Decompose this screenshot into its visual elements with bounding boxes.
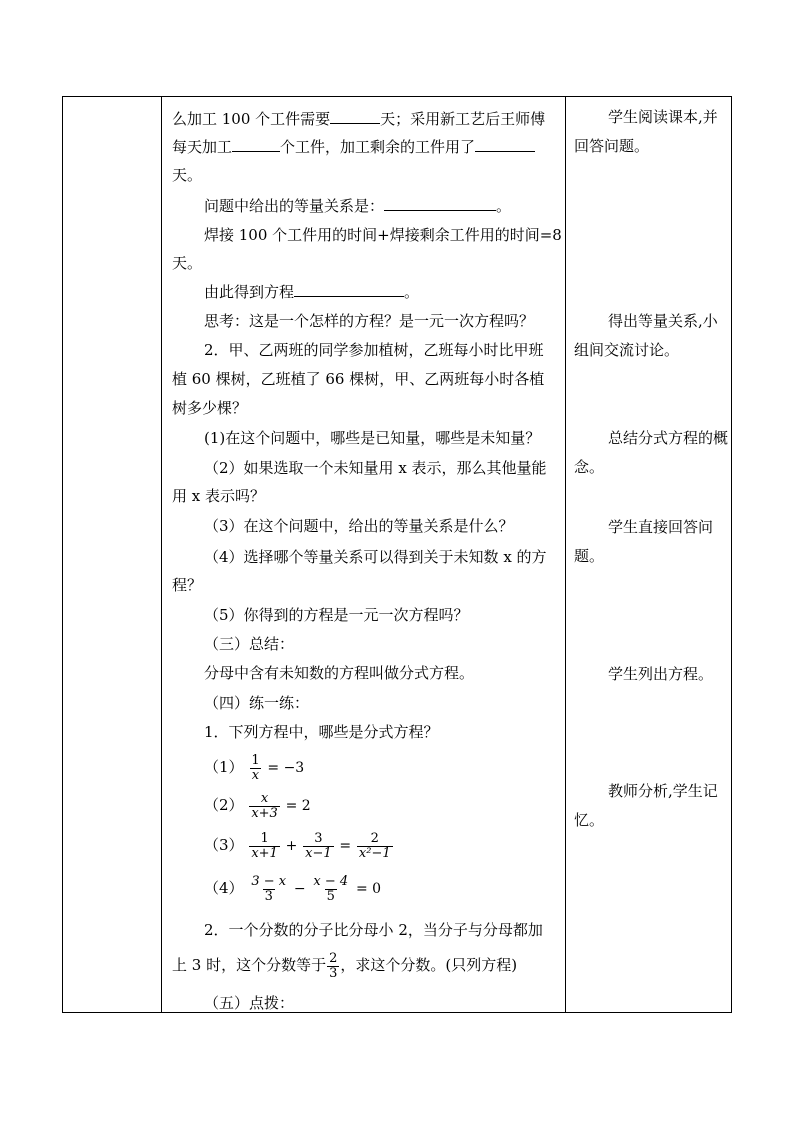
text-line: (1)在这个问题中，哪些是已知量，哪些是未知量？ (204, 429, 541, 447)
activity-note: 得出等量关系,小组间交流讨论。 (574, 312, 718, 359)
text-line: 程？ (172, 576, 203, 594)
text-line: 每天加工 个工件，加工剩余的工件用了 (172, 137, 535, 157)
teaching-content-cell (168, 97, 566, 1012)
activity-note: 教师分析,学生记忆。 (574, 782, 718, 829)
text-line: 用 x 表示吗？ (172, 487, 265, 505)
equation-2: （2） $\frac{x}{x+3}$ = 2 (204, 790, 311, 821)
text-line: （4）选择哪个等量关系可以得到关于未知数 x 的方 (204, 548, 547, 566)
text-line: 2．一个分数的分子比分母小 2，当分子与分母都加 (204, 921, 543, 939)
text-line: 1．下列方程中，哪些是分式方程？ (204, 723, 439, 741)
equation-3: （3） $\frac{1}{x+1}$ + $\frac{3}{x-1}$ = $\frac{2}{\text{x²−1}}$ (204, 830, 391, 861)
column-divider (161, 97, 162, 1012)
text-line: （三）总结： (204, 635, 295, 653)
text-line: 焊接 100 个工件用的时间+焊接剩余工件用的时间=8 (204, 226, 562, 244)
activity-note: 学生列出方程。 (608, 665, 714, 683)
text-line: 上 3 时，这个分数等于 $\frac{2}{3}$ ，求这个分数。(只列方程) (172, 950, 518, 981)
text-line: 问题中给出的等量关系是： 。 (204, 197, 512, 215)
text-line: 2．甲、乙两班的同学参加植树，乙班每小时比甲班 (204, 341, 544, 359)
text-line: 分母中含有未知数的方程叫做分式方程。 (204, 664, 475, 682)
equation-4: （4） $\frac{3 - x}{3}$ − $\frac{x - 4}{5}$ = 0 (204, 873, 382, 904)
text-line: （五）点拨： (204, 994, 295, 1012)
lesson-table (62, 96, 732, 1013)
text-line: （3）在这个问题中，给出的等量关系是什么？ (204, 517, 514, 535)
text-line: 天。 (172, 166, 203, 184)
text-line: （5）你得到的方程是一元一次方程吗？ (204, 606, 469, 624)
equation-1: （1） $\frac{1}{x}$ = −3 (204, 752, 305, 783)
text-line: 树多少棵？ (172, 399, 248, 417)
text-line: 由此得到方程 。 (204, 283, 420, 301)
activity-note: 学生阅读课本,并回答问题。 (574, 108, 718, 155)
activity-note: 学生直接回答问题。 (574, 518, 714, 565)
text-line: 思考：这是一个怎样的方程？是一元一次方程吗？ (204, 312, 535, 330)
text-line: （四）练一练： (204, 694, 310, 712)
activity-note: 总结分式方程的概念。 (574, 429, 729, 476)
text-line: 么加工 100 个工件需要 天；采用新工艺后王师傅 (172, 110, 546, 128)
text-line: 植 60 棵树，乙班植了 66 棵树，甲、乙两班每小时各植 (172, 370, 545, 388)
text-line: 天。 (172, 254, 203, 272)
text-line: （2）如果选取一个未知量用 x 表示，那么其他量能 (204, 459, 547, 477)
student-activity-cell (568, 97, 733, 1012)
